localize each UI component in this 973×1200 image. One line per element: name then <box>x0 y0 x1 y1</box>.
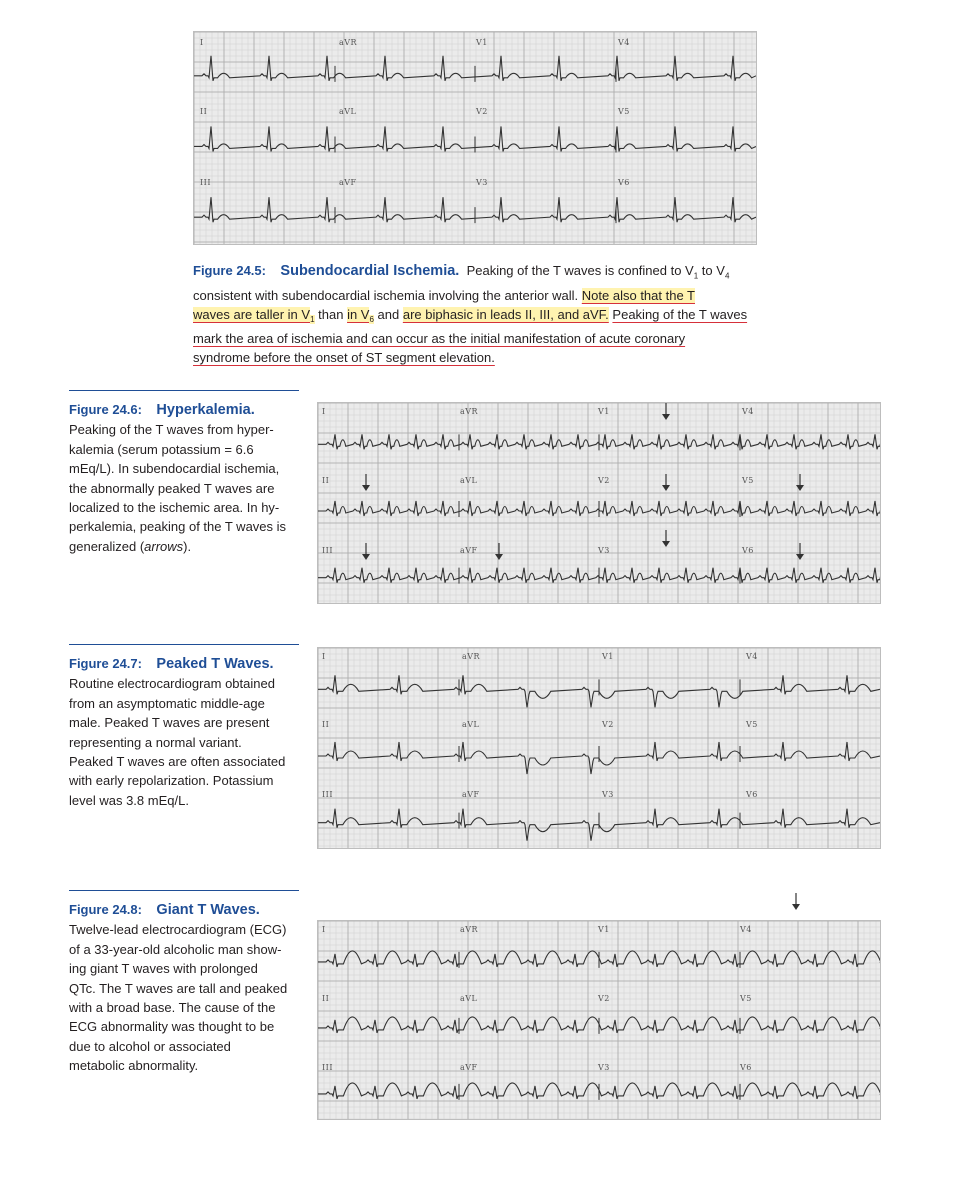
lead-label: I <box>322 925 326 934</box>
caption-line: of a 33-year-old alcoholic man show- <box>69 941 282 957</box>
arrow-down-icon <box>660 474 672 492</box>
caption-line: level was 3.8 mEq/L. <box>69 792 189 808</box>
figure-title: Subendocardial Ischemia. <box>280 263 460 279</box>
caption-rule <box>69 644 299 645</box>
caption-line <box>193 261 773 286</box>
caption-line: mEq/L). In subendocardial ischemia, <box>69 461 280 477</box>
caption-text: and <box>373 306 403 322</box>
figure-number: Figure 24.8: <box>69 902 142 917</box>
arrow-down-icon <box>493 543 505 561</box>
caption-line: male. Peaked T waves are present <box>69 715 270 731</box>
lead-label: I <box>200 38 204 47</box>
figure-24-8-caption <box>69 890 299 1076</box>
ecg-trace-svg <box>194 32 756 244</box>
lead-label: aVL <box>460 994 478 1003</box>
caption-line <box>193 348 773 367</box>
lead-label: III <box>322 1063 333 1072</box>
caption-line: from an asymptomatic middle-age <box>69 695 265 711</box>
lead-label: V6 <box>618 178 630 187</box>
caption-text: consistent with subendocardial ischemia involving the anterior wall. <box>193 287 579 303</box>
lead-label: aVL <box>460 476 478 485</box>
lead-label: V4 <box>742 407 754 416</box>
arrow-down-icon <box>794 474 806 492</box>
lead-label: V3 <box>602 790 614 799</box>
caption-line <box>69 537 299 556</box>
lead-label: aVR <box>339 38 358 47</box>
lead-label: V2 <box>602 720 614 729</box>
arrow-down-icon <box>794 543 806 561</box>
caption-text: Peaking of the T waves is confined to V <box>466 263 694 278</box>
arrow-down-icon <box>660 403 672 421</box>
arrow-down-icon <box>790 893 802 911</box>
subscript: 1 <box>693 271 699 281</box>
caption-line: Twelve-lead electrocardiogram (ECG) <box>69 922 287 938</box>
caption-line <box>193 305 773 330</box>
caption-rule <box>69 890 299 891</box>
figure-24-6-caption <box>69 390 299 556</box>
caption-line: Peaking of the T waves from hyper- <box>69 422 274 438</box>
lead-label: V4 <box>618 38 630 47</box>
highlighted-text: in V <box>347 306 370 322</box>
lead-label: V4 <box>740 925 752 934</box>
lead-label: V5 <box>742 476 754 485</box>
caption-text: generalized ( <box>69 538 145 554</box>
underlined-text: Peaking of the T waves <box>612 306 748 322</box>
caption-line: localized to the ischemic area. In hy- <box>69 500 280 516</box>
lead-label: aVL <box>462 720 480 729</box>
highlighted-text: are biphasic in leads II, III, and aVF. <box>402 306 609 322</box>
caption-line: with early repolarization. Potassium <box>69 773 274 789</box>
figure-title: Giant T Waves. <box>156 902 260 918</box>
lead-label: V2 <box>598 994 610 1003</box>
lead-label: V6 <box>746 790 758 799</box>
highlighted-text: waves are taller in V <box>193 306 311 322</box>
lead-label: V3 <box>598 1063 610 1072</box>
lead-label: II <box>322 994 330 1003</box>
caption-rule <box>69 390 299 391</box>
arrow-down-icon <box>360 543 372 561</box>
caption-line: Routine electrocardiogram obtained <box>69 676 275 692</box>
figure-number: Figure 24.6: <box>69 402 142 417</box>
lead-label: aVL <box>339 107 357 116</box>
lead-label: V1 <box>476 38 488 47</box>
caption-line <box>193 286 773 305</box>
caption-line: representing a normal variant. <box>69 734 242 750</box>
lead-label: II <box>200 107 208 116</box>
figure-number: Figure 24.5: <box>193 263 266 278</box>
subscript: 1 <box>310 315 315 325</box>
lead-label: V3 <box>598 546 610 555</box>
lead-label: V2 <box>598 476 610 485</box>
figure-title: Hyperkalemia. <box>156 402 255 418</box>
lead-label: V5 <box>618 107 630 116</box>
arrow-down-icon <box>360 474 372 492</box>
subscript: 6 <box>369 315 374 325</box>
caption-heading <box>69 900 299 920</box>
caption-line: Peaked T waves are often associated <box>69 754 286 770</box>
subscript: 4 <box>724 271 730 281</box>
highlighted-text: Note also that the T <box>581 287 695 303</box>
caption-heading <box>69 654 299 674</box>
lead-label: I <box>322 652 326 661</box>
caption-heading <box>69 400 299 420</box>
caption-line: ing giant T waves with prolonged <box>69 961 258 977</box>
caption-line: QTc. The T waves are tall and peaked <box>69 980 288 996</box>
caption-line: metabolic abnormality. <box>69 1058 199 1074</box>
lead-label: II <box>322 720 330 729</box>
caption-line <box>193 329 773 348</box>
ecg-trace-svg <box>318 403 880 603</box>
ecg-trace-svg <box>318 648 880 848</box>
figure-24-7-caption <box>69 644 299 810</box>
lead-label: aVF <box>462 790 480 799</box>
caption-line: perkalemia, peaking of the T waves is <box>69 519 287 535</box>
lead-label: II <box>322 476 330 485</box>
lead-label: V6 <box>742 546 754 555</box>
caption-line: the abnormally peaked T waves are <box>69 480 275 496</box>
lead-label: V1 <box>598 407 610 416</box>
lead-label: aVF <box>339 178 357 187</box>
lead-label: V1 <box>602 652 614 661</box>
ecg-figure-24-8 <box>317 920 881 1120</box>
lead-label: aVR <box>460 925 479 934</box>
ecg-trace-svg <box>318 921 880 1119</box>
figure-number: Figure 24.7: <box>69 656 142 671</box>
figure-title: Peaked T Waves. <box>156 656 274 672</box>
caption-emphasis: arrows <box>144 538 184 554</box>
lead-label: III <box>322 790 333 799</box>
lead-label: V6 <box>740 1063 752 1072</box>
lead-label: aVR <box>460 407 479 416</box>
caption-text: than <box>314 306 344 322</box>
underlined-text: syndrome before the onset of ST segment elevation. <box>193 350 495 366</box>
lead-label: V5 <box>740 994 752 1003</box>
caption-line: due to alcohol or associated <box>69 1038 231 1054</box>
lead-label: I <box>322 407 326 416</box>
lead-label: V3 <box>476 178 488 187</box>
lead-label: V5 <box>746 720 758 729</box>
caption-text: ). <box>183 538 192 554</box>
ecg-figure-24-7 <box>317 647 881 849</box>
lead-label: aVF <box>460 546 478 555</box>
underlined-text: mark the area of ischemia and can occur as the initial manifestation of acute coronary <box>193 331 686 347</box>
caption-line: ECG abnormality was thought to be <box>69 1019 275 1035</box>
arrow-down-icon <box>660 530 672 548</box>
lead-label: III <box>322 546 333 555</box>
lead-label: aVR <box>462 652 481 661</box>
lead-label: III <box>200 178 211 187</box>
ecg-figure-24-5 <box>193 31 757 245</box>
lead-label: aVF <box>460 1063 478 1072</box>
caption-text: to V <box>698 263 725 278</box>
caption-line: kalemia (serum potassium = 6.6 <box>69 441 254 457</box>
figure-24-5-caption <box>193 261 773 367</box>
caption-line: with a broad base. The cause of the <box>69 1000 276 1016</box>
lead-label: V1 <box>598 925 610 934</box>
lead-label: V2 <box>476 107 488 116</box>
lead-label: V4 <box>746 652 758 661</box>
ecg-figure-24-6 <box>317 402 881 604</box>
